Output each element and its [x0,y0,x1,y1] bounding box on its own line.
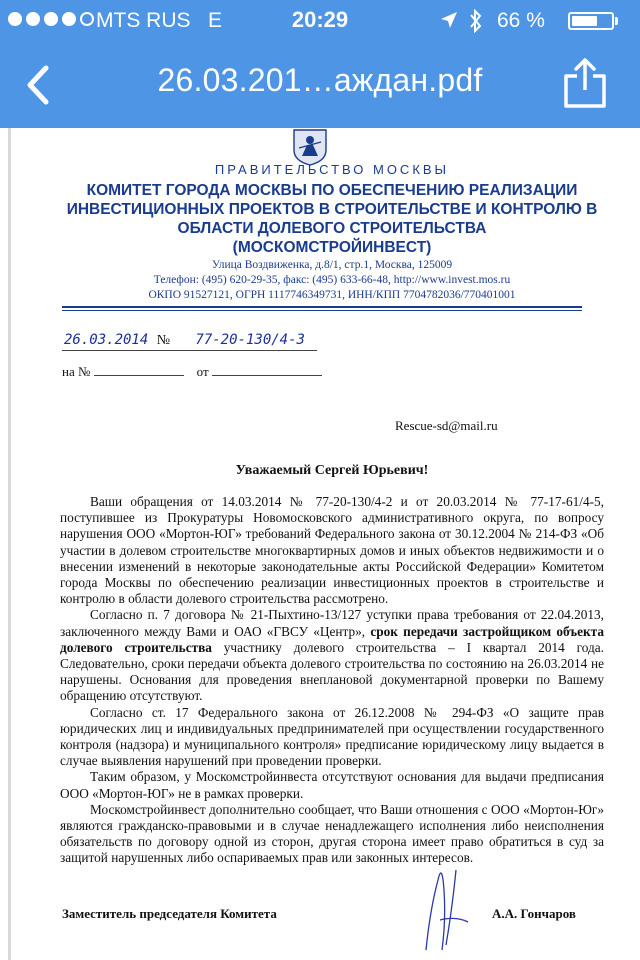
navigation-bar [0,40,640,128]
registration-line: 26.03.2014 № 77-20-130/4-3 [64,332,305,348]
government-name: ПРАВИТЕЛЬСТВО МОСКВЫ [214,162,450,177]
carrier-name: MTS RUS E [96,9,223,32]
committee-line: ИНВЕСТИЦИОННЫХ ПРОЕКТОВ В СТРОИТЕЛЬСТВЕ И КОНТРОЛЮ В [66,201,598,218]
bluetooth-icon [468,9,484,33]
moscow-coat-of-arms-icon [290,128,330,166]
paragraph: Ваши обращения от 14.03.2014 № 77-20-130/4-2 и от 20.03.2014 № 77-17-61/4-5, поступившее из Прокуратуры Новомосковского административного округа, по вопросу нарушения ООО «Мортон-ЮГ» требований Федерального закона от 30.12.2004 № 214-ФЗ «Об участии в долевом строительстве многоквартирных домов и иных объектов недвижимости и о внесении изменений в некоторые законодательные акты Российской Федерации» Комитетом города Москвы по обеспечению реализации инвестиционных проектов в строительстве и контролю в области долевого строительства рассмотрено. [60,494,604,607]
committee-line: КОМИТЕТ ГОРОДА МОСКВЫ ПО ОБЕСПЕЧЕНИЮ РЕАЛИЗАЦИИ [86,182,578,199]
signature-block [62,906,602,922]
page-edge [8,128,11,960]
signer-name: А.А. Гончаров [492,906,576,921]
committee-line: (МОСКОМСТРОЙИНВЕСТ) [232,239,432,256]
battery-icon [568,12,614,30]
chevron-left-icon [30,68,46,102]
committee-line: ОБЛАСТИ ДОЛЕВОГО СТРОИТЕЛЬСТВА [177,220,487,237]
paragraph: Согласно ст. 17 Федерального закона от 26.12.2008 № 294-ФЗ «О защите прав юридических лиц и индивидуальных предпринимателей при осуществлении государственного контроля (надзора) и муниципального контроля» предписание юридическому лицу выдается в случае выявления нарушений при проведении проверки. [60,704,604,769]
letter-body [60,494,604,867]
share-button[interactable] [560,56,610,112]
registration-number: 77-20-130/4-3 [195,332,305,348]
location-arrow-icon [440,11,458,29]
registration-date: 26.03.2014 [64,332,149,348]
phones: Телефон: (495) 620-29-35, факс: (495) 633-66-48, http://www.invest.mos.ru [153,274,511,286]
reference-line: на № от [62,364,322,380]
address: Улица Воздвиженка, д.8/1, стр.1, Москва, 125009 [211,259,453,271]
recipient-email: Rescue-sd@mail.ru [395,418,498,433]
paragraph: Таким образом, у Москомстройинвеста отсутствуют основания для выдачи предписания ООО «Мортон-ЮГ» не в рамках проверки. [60,769,604,801]
status-time: 20:29 [291,7,349,32]
pdf-page[interactable] [0,128,640,960]
network-type: E [208,9,223,32]
signer-title: Заместитель председателя Комитета [62,906,277,921]
status-bar [0,0,640,40]
battery-percent: 66 % [497,9,545,32]
letterhead-divider [62,306,582,308]
contact-details [62,258,602,303]
share-icon [566,60,604,106]
paragraph: Согласно п. 7 договора № 21-Пыхтино-13/127 уступки права требования от 22.04.2013, заключенного между Вами и ОАО «ГВСУ «Центр», срок передачи застройщиком объекта долевого строительства участнику долевого строительства – I квартал 2014 года. Следовательно, сроки передачи объекта долевого строительства по состоянию на 26.03.2014 не нарушены. Основания для проведения внеплановой документарной проверки по Вашему обращению отсутствуют. [60,607,604,704]
back-button[interactable] [16,60,66,110]
committee-name [62,181,602,257]
registration-codes: ОКПО 91527121, ОГРН 1117746349731, ИНН/КПП 7704782036/770401001 [148,289,516,301]
document-title: 26.03.201…аждан.pdf [157,62,483,98]
handwritten-signature [416,850,476,960]
letterhead-divider-thin [62,310,582,311]
greeting: Уважаемый Сергей Юрьевич! [235,463,429,478]
top-bar [0,0,640,128]
paragraph: Москомстройинвест дополнительно сообщает, что Ваши отношения с ООО «Мортон-Юг» являются гражданско-правовыми и в случае ненадлежащего исполнения либо неисполнения обязательств по договору одной из сторон, другая сторона имеет право обратиться в суд за защитой нарушенных либо оспариваемых прав или законных интересов. [60,801,604,866]
